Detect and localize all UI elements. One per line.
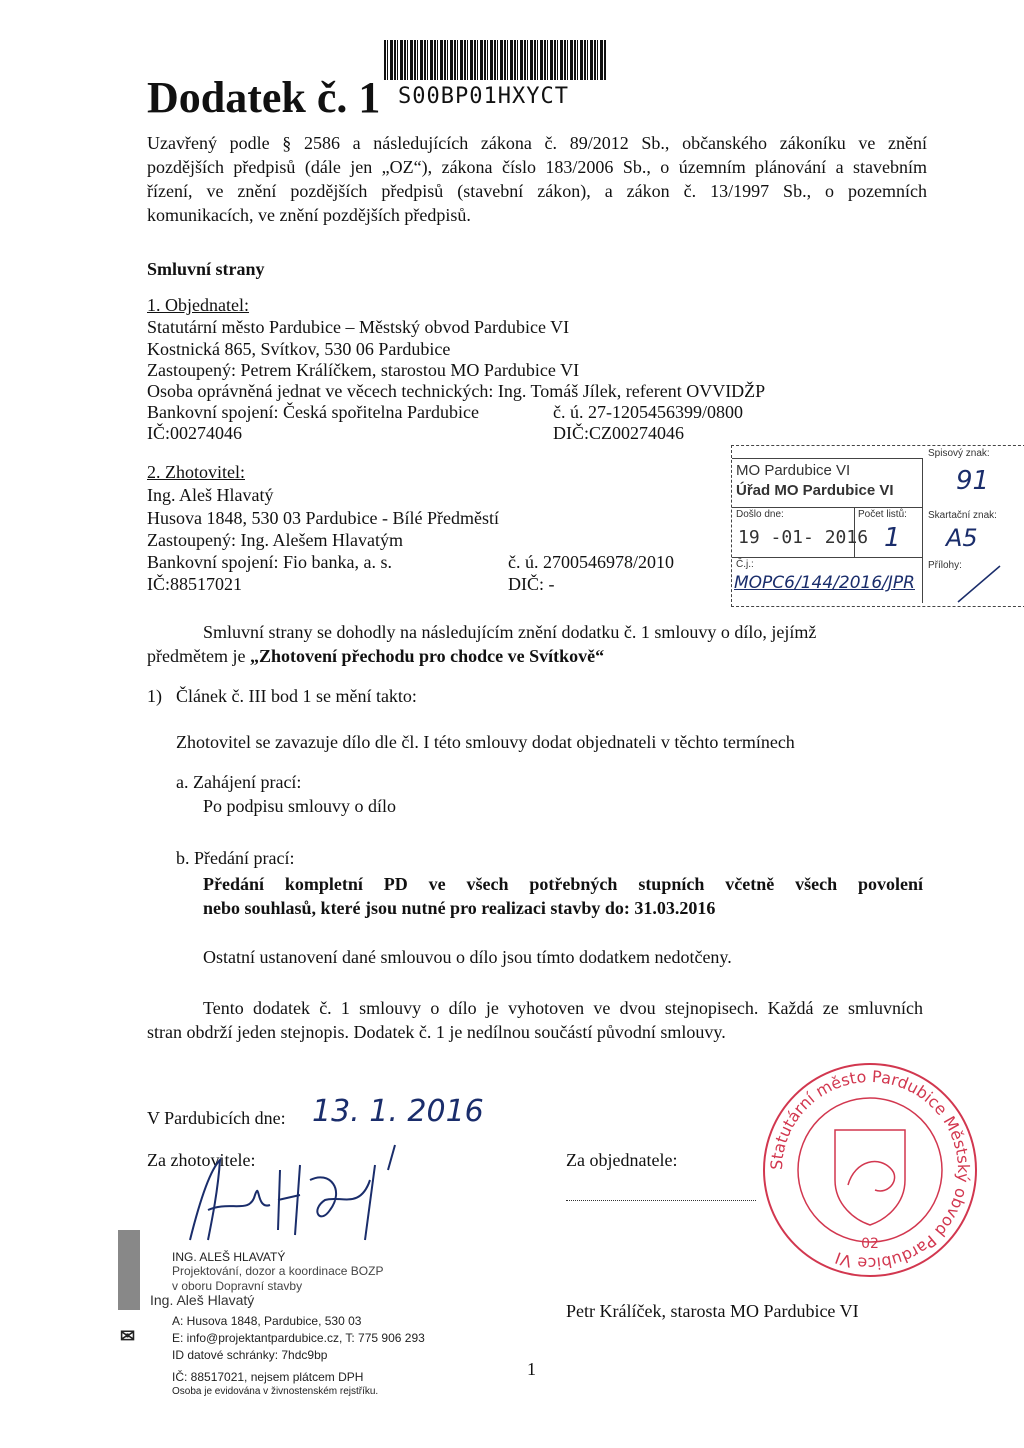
- intro-line-4: komunikacích, ve znění pozdějších předpisů.: [147, 205, 471, 225]
- contractor-stamp-line3: v oboru Dopravní stavby: [172, 1279, 303, 1293]
- client-dic: DIČ:CZ00274046: [553, 423, 685, 443]
- stamp-office-line1: MO Pardubice VI: [736, 462, 851, 479]
- intro-line-2: pozdějších předpisů (dále jen „OZ“), zákona číslo 183/2006 Sb., o územním plánování a stavebním: [147, 157, 927, 177]
- barcode: [384, 40, 606, 80]
- stamp-cj-cell: [732, 557, 923, 603]
- stamp-doslo-label: Došlo dne:: [736, 509, 784, 520]
- item-a-text: Po podpisu smlouvy o dílo: [203, 796, 397, 816]
- client-label: 1. Objednatel:: [147, 295, 249, 315]
- stamp-doslo-value: 19 -01- 2016: [738, 527, 869, 548]
- contractor-stamp-line3b: Ing. Aleš Hlavatý: [150, 1292, 255, 1308]
- contractor-stamp-line2: Projektování, dozor a koordinace BOZP: [172, 1264, 384, 1278]
- prilohy-slash-mark: [952, 564, 1002, 604]
- contractor-stamp-line7: IČ: 88517021, nejsem plátcem DPH: [172, 1370, 364, 1384]
- stamp-spisovy-value: 91: [956, 466, 990, 496]
- stamp-prilohy-label: Přílohy:: [928, 560, 962, 571]
- intro-paragraph: [147, 131, 927, 227]
- article-text: Zhotovitel se zavazuje dílo dle čl. I této smlouvy dodat objednateli v těchto termínech: [176, 732, 795, 752]
- item-a-label: a. Zahájení prací:: [176, 772, 302, 792]
- client-signer-name: Petr Králíček, starosta MO Pardubice VI: [566, 1301, 859, 1321]
- agreement-subject: „Zhotovení přechodu pro chodce ve Svítkově“: [249, 646, 605, 666]
- contractor-label: 2. Zhotovitel:: [147, 462, 245, 482]
- place-date-label: V Pardubicích dne:: [147, 1108, 286, 1128]
- contractor-stamp-bar: [118, 1230, 140, 1310]
- parties-heading: Smluvní strany: [147, 259, 265, 279]
- agreement-line-2: [147, 645, 604, 668]
- client-represented: Zastoupený: Petrem Králíčkem, starostou MO Pardubice VI: [147, 360, 580, 380]
- contractor-sign-label: Za zhotovitele:: [147, 1150, 256, 1170]
- contractor-address: Husova 1848, 530 03 Pardubice - Bílé Předměstí: [147, 508, 499, 528]
- stamp-pocet-label: Počet listů:: [858, 509, 907, 520]
- barcode-text: S00BP01HXYCT: [398, 84, 569, 109]
- stamp-cj-value: MOPC6/144/2016/JPR: [734, 573, 915, 593]
- stamp-pocet-cell: [854, 507, 923, 558]
- round-stamp-text: Statutární město Pardubice Městský obvod Pardubice VI: [766, 1066, 974, 1274]
- official-round-stamp: [760, 1060, 980, 1280]
- item-b-text-line1: Předání kompletní PD ve všech potřebných stupních včetně všech povolení: [203, 874, 923, 894]
- contractor-signature: [160, 1140, 420, 1250]
- contractor-stamp-line6: ID datové schránky: 7hdc9bp: [172, 1348, 328, 1362]
- stamp-spisovy-label: Spisový znak:: [928, 448, 990, 459]
- round-stamp-number: 02: [861, 1236, 879, 1252]
- stamp-skartacni-value: A5: [946, 524, 978, 552]
- item-b-text-line2: nebo souhlasů, které jsou nutné pro realizaci stavby do: 31.03.2016: [203, 898, 716, 918]
- stamp-doslo-cell: [732, 507, 869, 558]
- closing-paragraph-2-line2: stran obdrží jeden stejnopis. Dodatek č. 1 je nedílnou součástí původní smlouvy.: [147, 1022, 726, 1042]
- contractor-stamp-line5: E: info@projektantpardubice.cz, T: 775 906 293: [172, 1331, 425, 1345]
- item-b-label: b. Předání prací:: [176, 848, 295, 868]
- contractor-stamp-line4: A: Husova 1848, Pardubice, 530 03: [172, 1314, 362, 1328]
- client-name: Statutární město Pardubice – Městský obvod Pardubice VI: [147, 317, 570, 337]
- contractor-stamp-line1: ING. ALEŠ HLAVATÝ: [172, 1250, 286, 1264]
- article-heading: Článek č. III bod 1 se mění takto:: [176, 686, 417, 706]
- registry-stamp: [731, 445, 1024, 607]
- client-account: č. ú. 27-1205456399/0800: [553, 402, 743, 422]
- stamp-skartacni-label: Skartační znak:: [928, 510, 997, 521]
- contractor-ico: IČ:88517021: [147, 574, 243, 594]
- stamp-office-line2: Úřad MO Pardubice VI: [736, 482, 894, 499]
- stamp-pocet-value: 1: [884, 523, 901, 553]
- client-address: Kostnická 865, Svítkov, 530 06 Pardubice: [147, 339, 451, 359]
- client-bank: Bankovní spojení: Česká spořitelna Pardubice: [147, 402, 479, 422]
- client-ico: IČ:00274046: [147, 423, 243, 443]
- document-title: Dodatek č. 1: [147, 73, 381, 122]
- client-signature-line: [566, 1200, 756, 1201]
- article-number: 1): [147, 686, 162, 706]
- stamp-office-cell: [732, 458, 923, 508]
- contractor-stamp-line8: Osoba je evidována v živnostenském rejstříku.: [172, 1386, 379, 1397]
- stamp-cj-label: Č.j.:: [736, 559, 754, 570]
- contractor-account: č. ú. 2700546978/2010: [508, 552, 674, 572]
- contractor-name: Ing. Aleš Hlavatý: [147, 485, 274, 505]
- intro-line-1: Uzavřený podle § 2586 a následujících zákona č. 89/2012 Sb., občanského zákoníku ve znění: [147, 133, 927, 153]
- contractor-represented: Zastoupený: Ing. Alešem Hlavatým: [147, 530, 403, 550]
- agreement-line-2-prefix: předmětem je: [147, 646, 250, 666]
- mail-icon: ✉: [120, 1326, 136, 1346]
- intro-line-3: řízení, ve znění pozdějších předpisů (stavební zákon), a zákon č. 13/1997 Sb., o pozemních: [147, 181, 927, 201]
- contractor-bank: Bankovní spojení: Fio banka, a. s.: [147, 552, 392, 572]
- client-sign-label: Za objednatele:: [566, 1150, 678, 1170]
- closing-paragraph-1: Ostatní ustanovení dané smlouvou o dílo jsou tímto dodatkem nedotčeny.: [203, 947, 732, 967]
- closing-paragraph-2-line1: Tento dodatek č. 1 smlouvy o dílo je vyhotoven ve dvou stejnopisech. Každá ze smluvních: [203, 998, 923, 1018]
- contractor-dic: DIČ: -: [508, 574, 555, 594]
- page-number: 1: [527, 1359, 536, 1379]
- agreement-line-1: Smluvní strany se dohodly na následujícím znění dodatku č. 1 smlouvy o dílo, jejímž: [203, 622, 817, 642]
- client-tech-person: Osoba oprávněná jednat ve věcech technických: Ing. Tomáš Jílek, referent OVVIDŽP: [147, 381, 766, 401]
- handwritten-date: 13. 1. 2016: [312, 1094, 484, 1129]
